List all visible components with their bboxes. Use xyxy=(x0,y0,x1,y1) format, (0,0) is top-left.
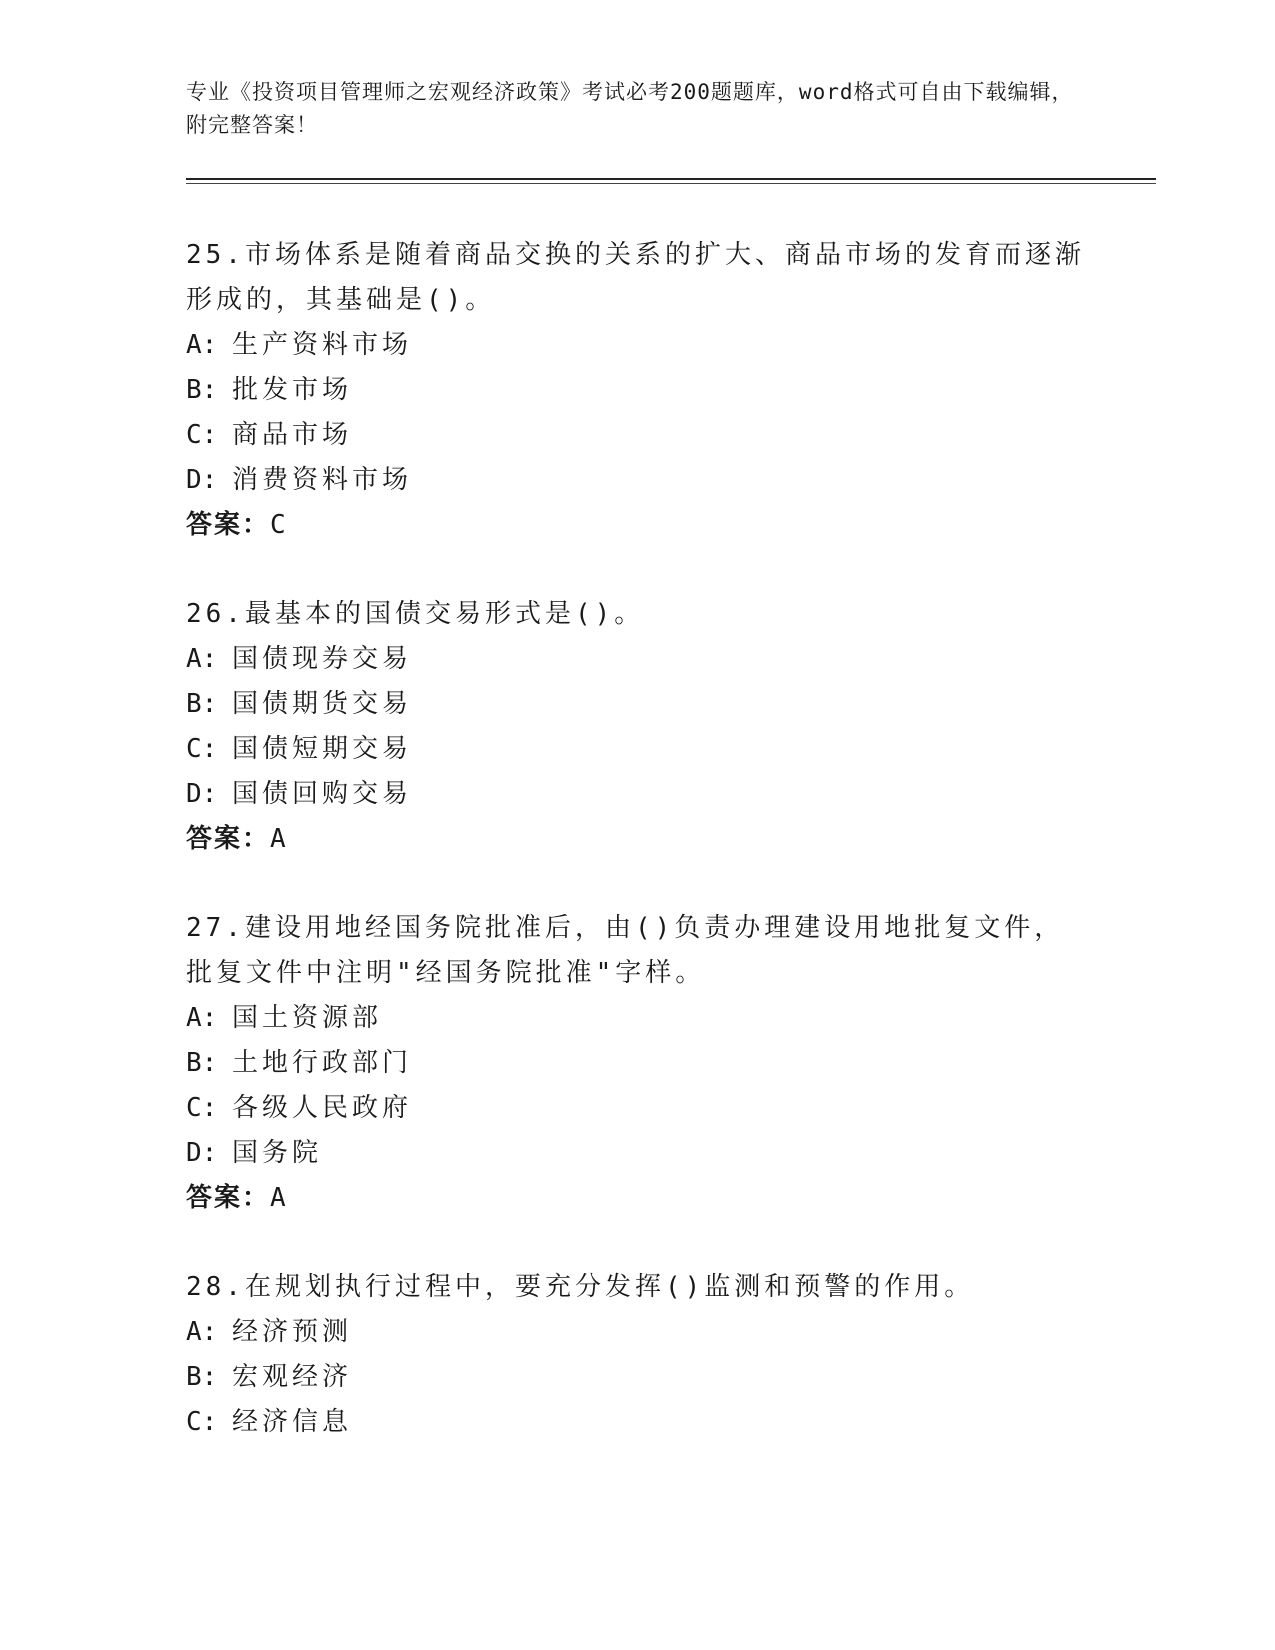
option-text: 国债短期交易 xyxy=(232,734,413,764)
option-label: A: xyxy=(186,644,218,674)
question-stem: 28.在规划执行过程中，要充分发挥()监测和预警的作用。 xyxy=(186,1272,975,1302)
option-row xyxy=(186,1131,1086,1176)
option-text: 商品市场 xyxy=(232,420,353,450)
option-label: C: xyxy=(186,734,218,764)
option-text: 生产资料市场 xyxy=(232,330,413,360)
option-label: C: xyxy=(186,1407,218,1437)
option-text: 批发市场 xyxy=(232,375,353,405)
option-label: D: xyxy=(186,1138,218,1168)
option-label: A: xyxy=(186,1003,218,1033)
option-row xyxy=(186,996,1086,1041)
question-stem: 27.建设用地经国务院批准后，由()负责办理建设用地批复文件，批复文件中注明"经国务院批准"字样。 xyxy=(186,913,1065,988)
answer-label: 答案： xyxy=(186,1183,271,1213)
question-item xyxy=(186,1265,1086,1445)
option-row xyxy=(186,1310,1086,1355)
header-divider-thin xyxy=(186,183,1156,184)
option-text: 国债期货交易 xyxy=(232,689,413,719)
option-label: D: xyxy=(186,779,218,809)
question-stem: 25.市场体系是随着商品交换的关系的扩大、商品市场的发育而逐渐形成的，其基础是()。 xyxy=(186,240,1085,315)
question-item xyxy=(186,233,1086,548)
option-label: C: xyxy=(186,1093,218,1123)
question-stem: 26.最基本的国债交易形式是()。 xyxy=(186,599,645,629)
answer-label: 答案： xyxy=(186,510,271,540)
question-item xyxy=(186,906,1086,1221)
option-row xyxy=(186,682,1086,727)
document-header: 专业《投资项目管理师之宏观经济政策》考试必考200题题库，word格式可自由下载编辑，附完整答案！ xyxy=(186,80,1074,137)
question-list xyxy=(186,233,1086,1489)
option-label: B: xyxy=(186,1048,218,1078)
option-label: D: xyxy=(186,465,218,495)
option-row xyxy=(186,1400,1086,1445)
option-text: 消费资料市场 xyxy=(232,465,413,495)
option-label: B: xyxy=(186,375,218,405)
option-row xyxy=(186,323,1086,368)
option-row xyxy=(186,1086,1086,1131)
option-text: 经济预测 xyxy=(232,1317,353,1347)
option-label: B: xyxy=(186,1362,218,1392)
option-row xyxy=(186,727,1086,772)
option-row xyxy=(186,1355,1086,1400)
option-text: 国债现券交易 xyxy=(232,644,413,674)
answer-value: A xyxy=(270,824,288,854)
option-text: 国务院 xyxy=(232,1138,323,1168)
answer-line xyxy=(186,1176,1086,1221)
option-row xyxy=(186,637,1086,682)
option-text: 国土资源部 xyxy=(232,1003,383,1033)
option-row xyxy=(186,368,1086,413)
option-label: A: xyxy=(186,330,218,360)
answer-line xyxy=(186,817,1086,862)
option-text: 宏观经济 xyxy=(232,1362,353,1392)
answer-value: A xyxy=(270,1183,288,1213)
answer-line xyxy=(186,503,1086,548)
option-text: 经济信息 xyxy=(232,1407,353,1437)
option-label: A: xyxy=(186,1317,218,1347)
option-text: 国债回购交易 xyxy=(232,779,413,809)
answer-label: 答案： xyxy=(186,824,271,854)
option-row xyxy=(186,413,1086,458)
header-divider xyxy=(186,178,1156,180)
option-label: B: xyxy=(186,689,218,719)
option-label: C: xyxy=(186,420,218,450)
option-row xyxy=(186,1041,1086,1086)
question-item xyxy=(186,592,1086,862)
option-row xyxy=(186,458,1086,503)
option-text: 土地行政部门 xyxy=(232,1048,413,1078)
option-row xyxy=(186,772,1086,817)
option-text: 各级人民政府 xyxy=(232,1093,413,1123)
answer-value: C xyxy=(270,510,288,540)
